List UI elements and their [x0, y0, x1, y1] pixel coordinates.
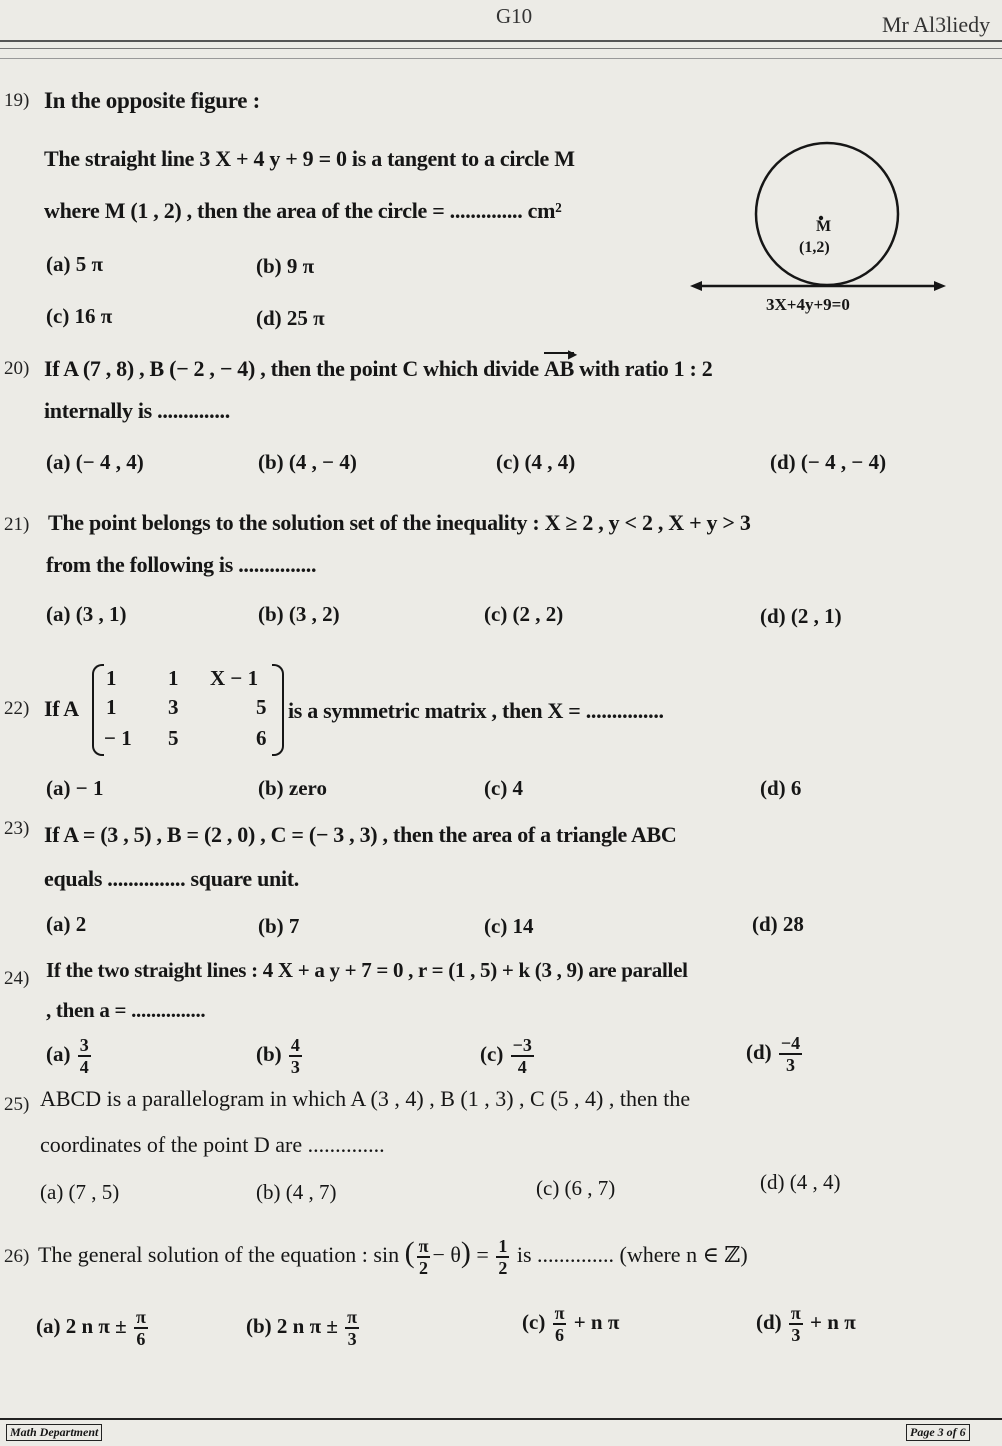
fraction	[789, 1304, 803, 1344]
option-label: (d)	[746, 1039, 772, 1064]
option-b[interactable]	[256, 1036, 304, 1076]
vector-ab	[543, 347, 577, 382]
numerator: π	[347, 1307, 357, 1327]
option-b[interactable]	[246, 1308, 361, 1348]
question-26-text-a: The general solution of the equation : sin	[38, 1242, 400, 1267]
option-tail: + n π	[810, 1309, 856, 1334]
option-label: (a) 2 n π ±	[36, 1313, 127, 1338]
question-24-line1: If the two straight lines : 4 X + a y + 7 = 0 , r = (1 , 5) + k (3 , 9) are parallel	[46, 958, 688, 982]
option-label: (d)	[756, 1309, 782, 1334]
question-20-line2: internally is ..............	[44, 398, 230, 423]
page-header-teacher: Mr Al3liedy	[882, 12, 991, 37]
option-b[interactable]: (b) (3 , 2)	[258, 602, 340, 626]
matrix-a	[92, 664, 284, 756]
center-label: M	[816, 218, 832, 235]
equals-sign: =	[476, 1242, 489, 1267]
option-b[interactable]: (b) zero	[258, 776, 327, 800]
fraction	[345, 1308, 359, 1348]
matrix-cell: 1	[106, 666, 117, 690]
header-rule	[0, 40, 1002, 42]
denominator: 2	[419, 1257, 429, 1278]
option-c[interactable]: (c) (4 , 4)	[496, 450, 576, 474]
denominator: 6	[555, 1325, 564, 1345]
question-20-text-a: If A (7 , 8) , B (− 2 , − 4) , then the point C which divide	[44, 356, 539, 381]
matrix-cell: 6	[256, 726, 267, 750]
fraction	[78, 1036, 91, 1076]
option-a[interactable]: (a) (− 4 , 4)	[46, 450, 144, 474]
denominator: 4	[517, 1057, 527, 1077]
tangent-label: 3X+4y+9=0	[766, 295, 850, 314]
page-header-grade: G10	[496, 4, 533, 28]
option-label: (b)	[256, 1041, 282, 1066]
question-19-line2: where M (1 , 2) , then the area of the circle = .............. cm²	[44, 198, 562, 223]
matrix-cell: − 1	[104, 726, 132, 750]
option-a[interactable]	[36, 1308, 150, 1348]
option-d[interactable]: (d) (− 4 , − 4)	[770, 450, 887, 474]
numerator: 4	[290, 1035, 300, 1055]
question-21-number: 21)	[4, 514, 30, 535]
footer-department: Math Department	[6, 1424, 102, 1441]
question-23-line1: If A = (3 , 5) , B = (2 , 0) , C = (− 3 , 3) , then the area of a triangle ABC	[44, 822, 677, 847]
option-b[interactable]: (b) (4 , − 4)	[258, 450, 357, 474]
paren-close: )	[460, 1236, 471, 1269]
option-a[interactable]: (a) (7 , 5)	[40, 1180, 120, 1204]
matrix-cell: X − 1	[210, 666, 259, 690]
option-label: (c)	[522, 1309, 546, 1334]
question-22-prefix: If A	[44, 696, 79, 721]
fraction	[289, 1036, 302, 1076]
header-rule	[0, 48, 1002, 49]
option-tail: + n π	[573, 1309, 620, 1334]
question-23-number: 23)	[4, 818, 30, 839]
tangent-circle-figure	[690, 136, 952, 326]
numerator: 3	[79, 1035, 89, 1055]
vector-label: AB	[543, 356, 574, 381]
question-20-number: 20)	[4, 358, 30, 379]
question-22-number: 22)	[4, 698, 30, 719]
option-a[interactable]: (a) 2	[46, 912, 87, 936]
fraction	[134, 1308, 148, 1348]
option-d[interactable]: (d) (4 , 4)	[760, 1170, 841, 1194]
matrix-cell: 3	[168, 695, 179, 719]
fraction	[496, 1237, 509, 1277]
option-d[interactable]: (d) 25 π	[256, 306, 325, 330]
matrix-cell: 1	[168, 666, 179, 690]
numerator: π	[790, 1303, 801, 1323]
numerator: π	[418, 1235, 429, 1256]
question-26-number: 26)	[4, 1246, 30, 1267]
matrix-bracket-right	[272, 664, 284, 756]
question-26-line1	[38, 1236, 748, 1277]
fraction	[553, 1304, 567, 1344]
question-25-line2: coordinates of the point D are ..............	[40, 1132, 385, 1157]
question-21-line1: The point belongs to the solution set of the inequality : X ≥ 2 , y < 2 , X + y > 3	[48, 510, 751, 535]
option-c[interactable]: (c) 14	[484, 914, 534, 938]
numerator: 1	[498, 1235, 508, 1256]
paren-open: (	[404, 1236, 415, 1269]
matrix-cell: 5	[256, 695, 267, 719]
question-19-number: 19)	[4, 90, 30, 111]
option-d[interactable]: (d) 6	[760, 776, 802, 800]
matrix-cell: 1	[106, 695, 117, 719]
option-c[interactable]	[480, 1036, 536, 1076]
option-c[interactable]: (c) (6 , 7)	[536, 1176, 616, 1200]
fraction	[779, 1034, 802, 1074]
arrow-left-icon	[690, 281, 702, 291]
question-26-text-b: is .............. (where n ∈ ℤ)	[516, 1242, 748, 1267]
center-coords: (1,2)	[799, 239, 830, 256]
option-c[interactable]: (c) (2 , 2)	[484, 602, 564, 626]
circle-m	[756, 143, 898, 285]
denominator: 3	[347, 1329, 357, 1349]
numerator: −4	[780, 1033, 801, 1053]
matrix-bracket-left	[92, 664, 104, 756]
question-24-number: 24)	[4, 968, 30, 989]
question-20-text-b: with ratio 1 : 2	[579, 356, 713, 381]
option-a[interactable]: (a) (3 , 1)	[46, 602, 127, 626]
option-d[interactable]: (d) (2 , 1)	[760, 604, 842, 628]
option-b[interactable]: (b) 7	[258, 914, 300, 938]
numerator: π	[554, 1303, 565, 1323]
option-label: (c)	[480, 1041, 504, 1066]
footer-rule	[0, 1418, 1002, 1420]
fraction	[511, 1036, 534, 1076]
option-a[interactable]: (a) − 1	[46, 776, 104, 800]
question-21-line2: from the following is ...............	[46, 552, 317, 577]
matrix-cell: 5	[168, 726, 179, 750]
fraction	[417, 1237, 431, 1277]
option-b[interactable]: (b) 9 π	[256, 254, 315, 278]
minus-theta: − θ	[432, 1242, 461, 1267]
question-19-line1: The straight line 3 X + 4 y + 9 = 0 is a tangent to a circle M	[44, 146, 575, 171]
arrow-right-icon	[934, 281, 946, 291]
question-22-suffix: is a symmetric matrix , then X = ...............	[288, 698, 664, 723]
denominator: 4	[79, 1057, 89, 1077]
question-19-title: In the opposite figure :	[44, 88, 260, 113]
denominator: 3	[290, 1057, 300, 1077]
option-a[interactable]	[46, 1036, 93, 1076]
denominator: 6	[136, 1329, 146, 1349]
option-d[interactable]: (d) 28	[752, 912, 804, 936]
option-b[interactable]: (b) (4 , 7)	[256, 1180, 337, 1204]
numerator: −3	[512, 1035, 532, 1055]
question-25-number: 25)	[4, 1094, 30, 1115]
question-24-line2: , then a = ...............	[46, 998, 206, 1022]
option-d[interactable]	[756, 1304, 856, 1344]
option-d[interactable]	[746, 1034, 804, 1074]
numerator: π	[135, 1307, 146, 1327]
question-25-line1: ABCD is a parallelogram in which A (3 , 4) , B (1 , 3) , C (5 , 4) , then the	[40, 1086, 691, 1111]
option-c[interactable]: (c) 4	[484, 776, 524, 800]
header-rule	[0, 58, 1002, 59]
option-c[interactable]	[522, 1304, 619, 1344]
vector-arrow-head: ▶	[568, 347, 577, 361]
question-20-line1	[44, 347, 713, 382]
option-a[interactable]: (a) 5 π	[46, 252, 103, 276]
denominator: 3	[786, 1055, 796, 1075]
question-23-line2: equals ............... square unit.	[44, 866, 299, 891]
option-label: (a)	[46, 1041, 71, 1066]
footer-page-number: Page 3 of 6	[906, 1424, 970, 1441]
option-label: (b) 2 n π ±	[246, 1313, 338, 1338]
denominator: 3	[791, 1325, 801, 1345]
option-c[interactable]: (c) 16 π	[46, 304, 113, 328]
denominator: 2	[498, 1257, 508, 1278]
